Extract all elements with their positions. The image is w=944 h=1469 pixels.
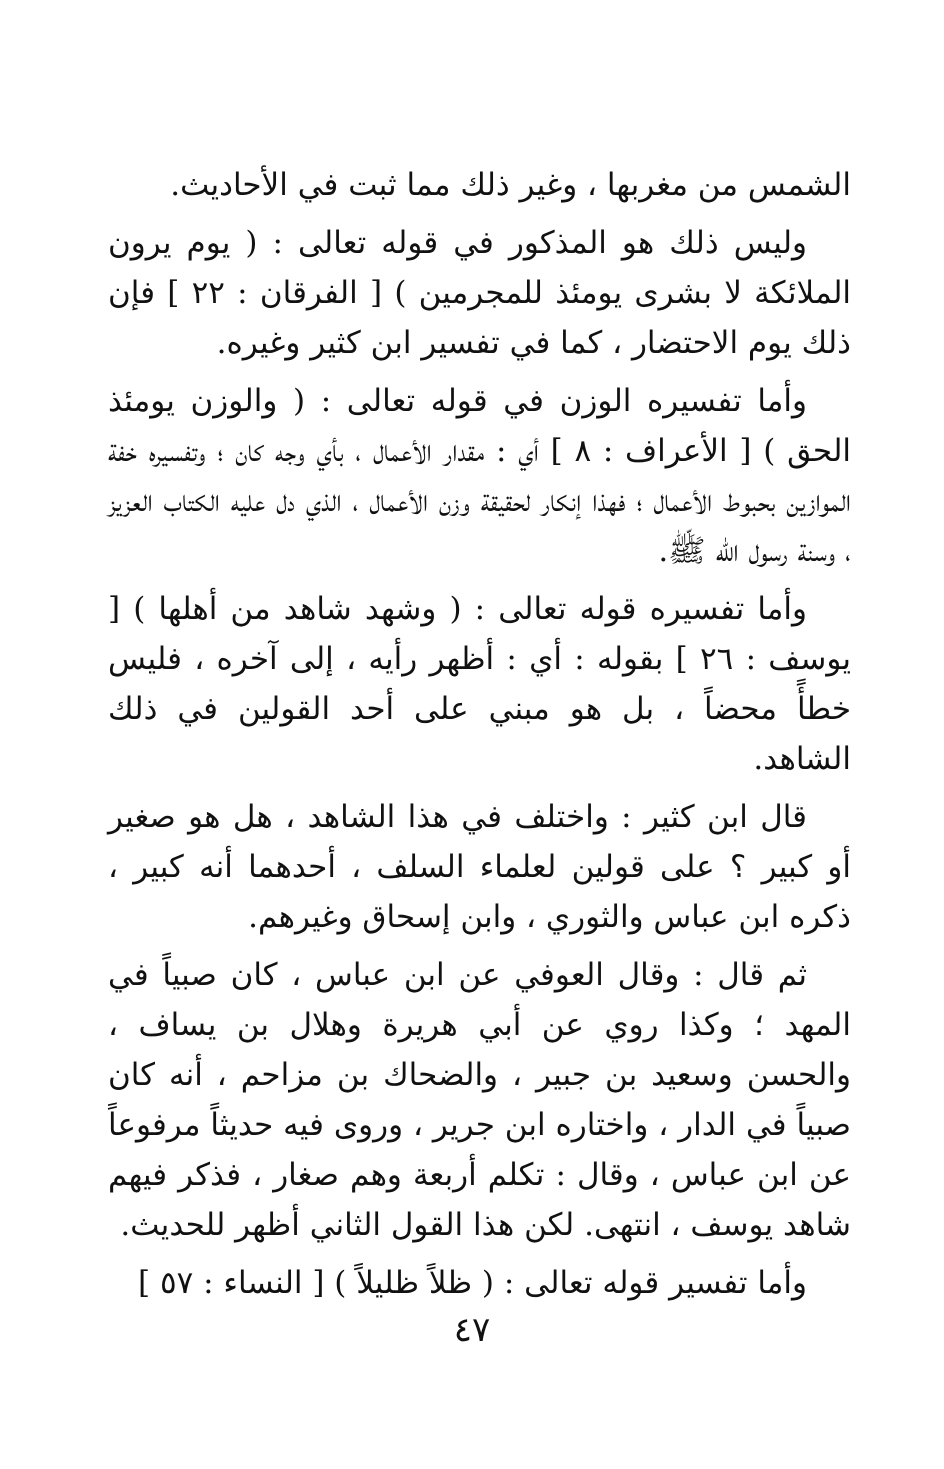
body-text (108, 160, 851, 1316)
paragraph-ibn-kathir-quote: قال ابن كثير : واختلف في هذا الشاهد ، هل هو صغير أو كبير ؟ على قولين لعلماء السلف ، أحدهما أنه كبير ، ذكره ابن عباس والثوري ، وابن إسحاق وغيرهم. (108, 799, 851, 935)
page-number: ٤٧ (453, 1310, 491, 1350)
paragraph-furqan-verse: وليس ذلك هو المذكور في قوله تعالى : ( يوم يرون الملائكة لا بشرى يومئذ للمجرمين ) [ الفرقان : ٢٢ ] فإن ذلك يوم الاحتضار ، كما في تفسير ابن كثير وغيره. (108, 225, 851, 361)
paragraph-shade-verse: وأما تفسير قوله تعالى : ( ظلاً ظليلاً ) [ النساء : ٥٧ ] (138, 1265, 807, 1301)
paragraph-continuation: الشمس من مغربها ، وغير ذلك مما ثبت في الأحاديث. (170, 167, 851, 203)
paragraph-awfi-narration: ثم قال : وقال العوفي عن ابن عباس ، كان صبياً في المهد ؛ وكذا روي عن أبي هريرة وهلال بن يساف ، والحسن وسعيد بن جبير ، والضحاك بن مزاحم ، أنه كان صبياً في الدار ، واختاره ابن جرير ، وروى فيه حديثاً مرفوعاً عن ابن عباس ، وقال : تكلم أربعة وهم صغار ، فذكر فيهم شاهد يوسف ، انتهى. لكن هذا القول الثاني أظهر للحديث. (108, 957, 851, 1243)
paragraph-weighing-verse: وأما تفسيره الوزن في قوله تعالى : ( والوزن يومئذ الحق ) [ الأعراف : ٨ ] أي : مقدار الأعمال ، بأي وجه كان ؛ وتفسيره خفة الموازين بحبوط الأعمال ؛ فهذا إنكار لحقيقة وزن الأعمال ، الذي دل عليه الكتاب العزيز ، وسنة رسول الله ﷺ. (108, 383, 852, 569)
paragraph-witness-verse: وأما تفسيره قوله تعالى : ( وشهد شاهد من أهلها ) [ يوسف : ٢٦ ] بقوله : أي : أظهر رأيه ، إلى آخره ، فليس خطأً محضاً ، بل هو مبني على أحد القولين في ذلك الشاهد. (108, 591, 852, 777)
